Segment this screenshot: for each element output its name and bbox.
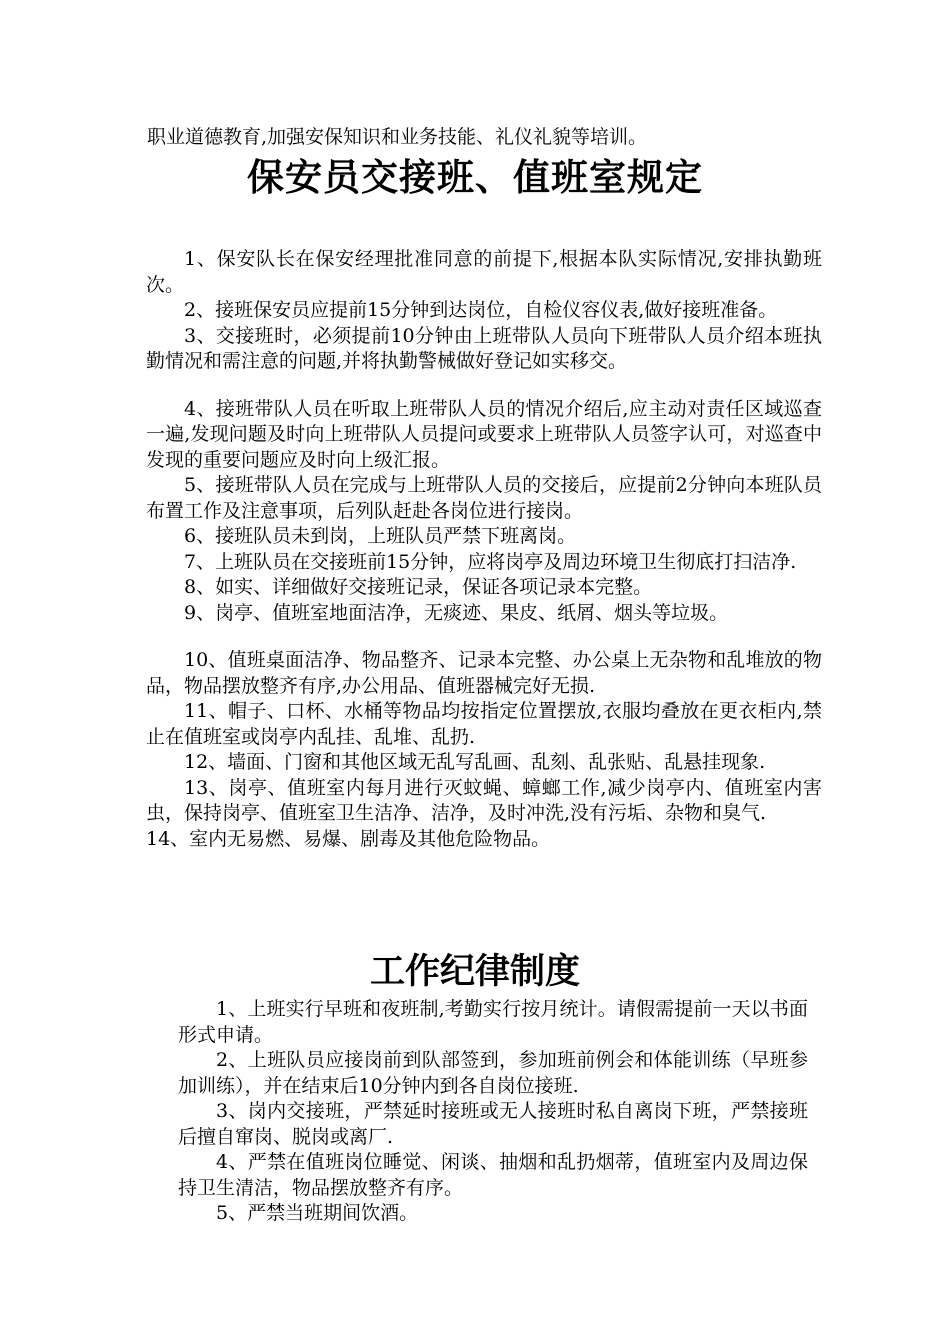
section-title-work-discipline: 工作纪律制度 (369, 952, 580, 992)
rule-item: 1、保安队长在保安经理批准同意的前提下,根据本队实际情况,安排执勤班次。 (146, 248, 822, 296)
rule-item: 3、岗内交接班，严禁延时接班或无人接班时私自离岗下班，严禁接班后擅自窜岗、脱岗或离厂. (178, 1100, 808, 1148)
section-shift-handover-rules (146, 247, 822, 852)
rule-item: 1、上班实行早班和夜班制,考勤实行按月统计。请假需提前一天以书面形式申请。 (178, 998, 808, 1046)
rule-item: 5、接班带队人员在完成与上班带队人员的交接后，应提前2分钟向本班队员布置工作及注意事项，后列队赶赴各岗位进行接岗。 (146, 474, 822, 522)
rule-item: 11、帽子、口杯、水桶等物品均按指定位置摆放,衣服均叠放在更衣柜内,禁止在值班室或岗亭内乱挂、乱堆、乱扔. (146, 700, 822, 748)
section-work-discipline-rules (178, 997, 808, 1227)
rule-item: 14、室内无易燃、易爆、剧毒及其他危险物品。 (146, 827, 551, 850)
section-title-shift-handover: 保安员交接班、值班室规定 (247, 156, 703, 199)
rule-item: 5、严禁当班期间饮酒。 (216, 1202, 419, 1224)
rule-item: 12、墙面、门窗和其他区域无乱写乱画、乱刻、乱张贴、乱悬挂现象. (184, 751, 766, 773)
rule-item: 10、值班桌面洁净、物品整齐、记录本完整、办公桌上无杂物和乱堆放的物品，物品摆放整齐有序,办公用品、值班器械完好无损. (146, 649, 822, 697)
rule-item: 2、接班保安员应提前15分钟到达岗位，自检仪容仪表,做好接班准备。 (184, 299, 778, 321)
rule-item: 2、上班队员应接岗前到队部签到，参加班前例会和体能训练（早班参加训练），并在结束后10分钟内到各自岗位接班. (178, 1049, 808, 1097)
rule-item: 13、岗亭、值班室内每月进行灭蚊蝇、蟑螂工作,减少岗亭内、值班室内害虫，保持岗亭、值班室卫生洁净、洁净，及时冲洗,没有污垢、杂物和臭气. (146, 776, 822, 824)
rule-item: 3、交接班时，必须提前10分钟由上班带队人员向下班带队人员介绍本班执勤情况和需注意的问题,并将执勤警械做好登记如实移交。 (146, 324, 822, 372)
rule-item: 8、如实、详细做好交接班记录，保证各项记录本完整。 (184, 576, 653, 598)
rule-item: 4、严禁在值班岗位睡觉、闲谈、抽烟和乱扔烟蒂，值班室内及周边保持卫生清洁，物品摆放整齐有序。 (178, 1151, 808, 1199)
rule-item: 6、接班队员未到岗，上班队员严禁下班离岗。 (184, 525, 577, 547)
intro-line: 职业道德教育,加强安保知识和业务技能、礼仪礼貌等培训。 (147, 126, 648, 148)
rule-item: 7、上班队员在交接班前15分钟，应将岗亭及周边环境卫生彻底打扫洁净. (184, 550, 797, 573)
rule-item: 4、接班带队人员在听取上班带队人员的情况介绍后,应主动对责任区域巡查一遍,发现问题及时向上班带队人员提问或要求上班带队人员签字认可，对巡查中发现的重要问题应及时向上级汇报。 (146, 397, 822, 471)
rule-item: 9、岗亭、值班室地面洁净，无痰迹、果皮、纸屑、烟头等垃圾。 (184, 601, 729, 624)
